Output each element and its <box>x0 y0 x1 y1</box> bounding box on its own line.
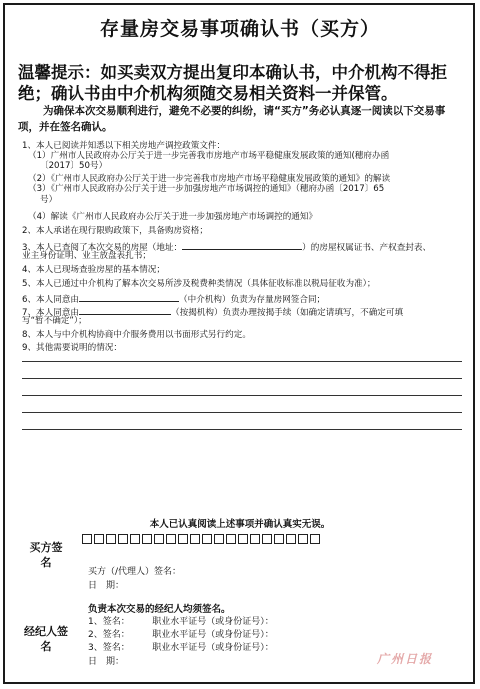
warm-reminder: 温馨提示：如买卖双方提出复印本确认书，中介机构不得拒绝；确认书由中介机构须随交易相关资料一并保管。 <box>18 63 447 103</box>
confirmation-statement: 本人已认真阅读上述事项并确认真实无误。 <box>149 519 331 530</box>
confirmation-char-box[interactable] <box>118 534 128 544</box>
confirmation-char-box[interactable] <box>250 534 260 544</box>
remark-line[interactable] <box>22 361 462 362</box>
buyer-signature-label: 买方签名 <box>29 541 63 569</box>
confirmation-char-box[interactable] <box>178 534 188 544</box>
confirmation-char-box[interactable] <box>298 534 308 544</box>
item-7-prefix: 7、本人同意由 <box>22 308 80 318</box>
buyer-sign-field[interactable]: 买方（/代理人）签名： <box>88 567 182 577</box>
item-7-cont: 写“暂不确定”）； <box>22 316 87 326</box>
confirmation-char-box[interactable] <box>310 534 320 544</box>
agent-date-field[interactable]: 日 期： <box>88 657 125 667</box>
confirmation-char-box[interactable] <box>202 534 212 544</box>
agent-sign-row-1[interactable]: 1、签名： 职业水平证号（或身份证号）： <box>88 617 274 627</box>
confirmation-char-box[interactable] <box>82 534 92 544</box>
agent-signature-label: 经纪人签名 <box>24 625 68 653</box>
confirmation-char-box[interactable] <box>142 534 152 544</box>
newspaper-watermark: 广州日报 <box>377 652 434 666</box>
confirmation-char-box[interactable] <box>214 534 224 544</box>
confirmation-char-box[interactable] <box>238 534 248 544</box>
item-3-prefix: 3、本人已查阅了本次交易的房屋（地址： <box>22 243 183 253</box>
remark-line[interactable] <box>22 429 462 430</box>
document-title: 存量房交易事项确认书（买方） <box>99 18 380 40</box>
item-8: 8、本人与中介机构协商中介服务费用以书面形式另行约定。 <box>22 330 251 340</box>
buyer-date-field[interactable]: 日 期： <box>88 581 125 591</box>
agency-blank[interactable] <box>79 292 179 302</box>
item-1-policy-4: （4）解读《广州市人民政府办公厅关于进一步加强房地产市场调控的通知》 <box>28 212 318 222</box>
item-6-prefix: 6、本人同意由 <box>22 295 80 305</box>
item-6 <box>22 292 325 306</box>
item-1-policy-1-cont: 〔2017〕50号） <box>40 161 108 171</box>
item-1-policy-2: （2）《广州市人民政府办公厅关于进一步完善我市房地产市场平稳健康发展政策的通知》的解读 <box>28 174 391 184</box>
item-1: 1、本人已阅读并知悉以下相关房地产调控政策文件： <box>22 141 226 151</box>
remark-line[interactable] <box>22 395 462 396</box>
item-1-policy-1: （1）广州市人民政府办公厅关于进一步完善我市房地产市场平稳健康发展政策的通知(穗府办函 <box>28 151 390 161</box>
confirmation-char-box[interactable] <box>166 534 176 544</box>
item-5: 5、本人已通过中介机构了解本次交易所涉及税费种类情况（具体征收标准以税局征收为准）； <box>22 279 376 289</box>
confirmation-char-box[interactable] <box>94 534 104 544</box>
item-3-cont: 业主身份证明、业主放盘表扎书； <box>22 251 151 261</box>
confirmation-char-box[interactable] <box>286 534 296 544</box>
remark-line[interactable] <box>22 378 462 379</box>
remark-line[interactable] <box>22 412 462 413</box>
item-1-policy-3: （3）《广州市人民政府办公厅关于进一步加强房地产市场调控的通知》（穗府办函〔2017〕65 <box>28 184 385 194</box>
item-1-policy-3-cont: 号） <box>40 195 58 205</box>
confirmation-char-box[interactable] <box>274 534 284 544</box>
item-9: 9、其他需要说明的情况： <box>22 343 122 353</box>
item-6-suffix: （中介机构）负责为存量房网签合同； <box>179 295 326 305</box>
confirmation-boxes <box>82 534 320 544</box>
agent-sign-row-3[interactable]: 3、签名： 职业水平证号（或身份证号）： <box>88 643 274 653</box>
agent-instruction: 负责本次交易的经纪人均须签名。 <box>88 604 231 615</box>
confirmation-char-box[interactable] <box>106 534 116 544</box>
item-7-suffix: （按揭机构）负责办理按揭手续（如确定请填写，不确定可填 <box>171 308 404 318</box>
confirmation-char-box[interactable] <box>130 534 140 544</box>
intro-paragraph: 为确保本次交易顺利进行，避免不必要的纠纷，请“买方”务必认真逐一阅读以下交易事项，并在签名确认。 <box>18 105 446 133</box>
item-3-suffix: ）的房屋权属证书、产权查封表、 <box>302 243 432 253</box>
confirmation-char-box[interactable] <box>226 534 236 544</box>
confirmation-char-box[interactable] <box>190 534 200 544</box>
address-blank[interactable] <box>182 240 302 250</box>
item-2: 2、本人承诺在现行限购政策下，具备购房资格； <box>22 226 208 236</box>
agent-sign-row-2[interactable]: 2、签名： 职业水平证号（或身份证号）： <box>88 630 274 640</box>
item-4: 4、本人已现场查验房屋的基本情况； <box>22 265 165 275</box>
mortgage-blank[interactable] <box>79 305 171 315</box>
confirmation-char-box[interactable] <box>262 534 272 544</box>
confirmation-char-box[interactable] <box>154 534 164 544</box>
